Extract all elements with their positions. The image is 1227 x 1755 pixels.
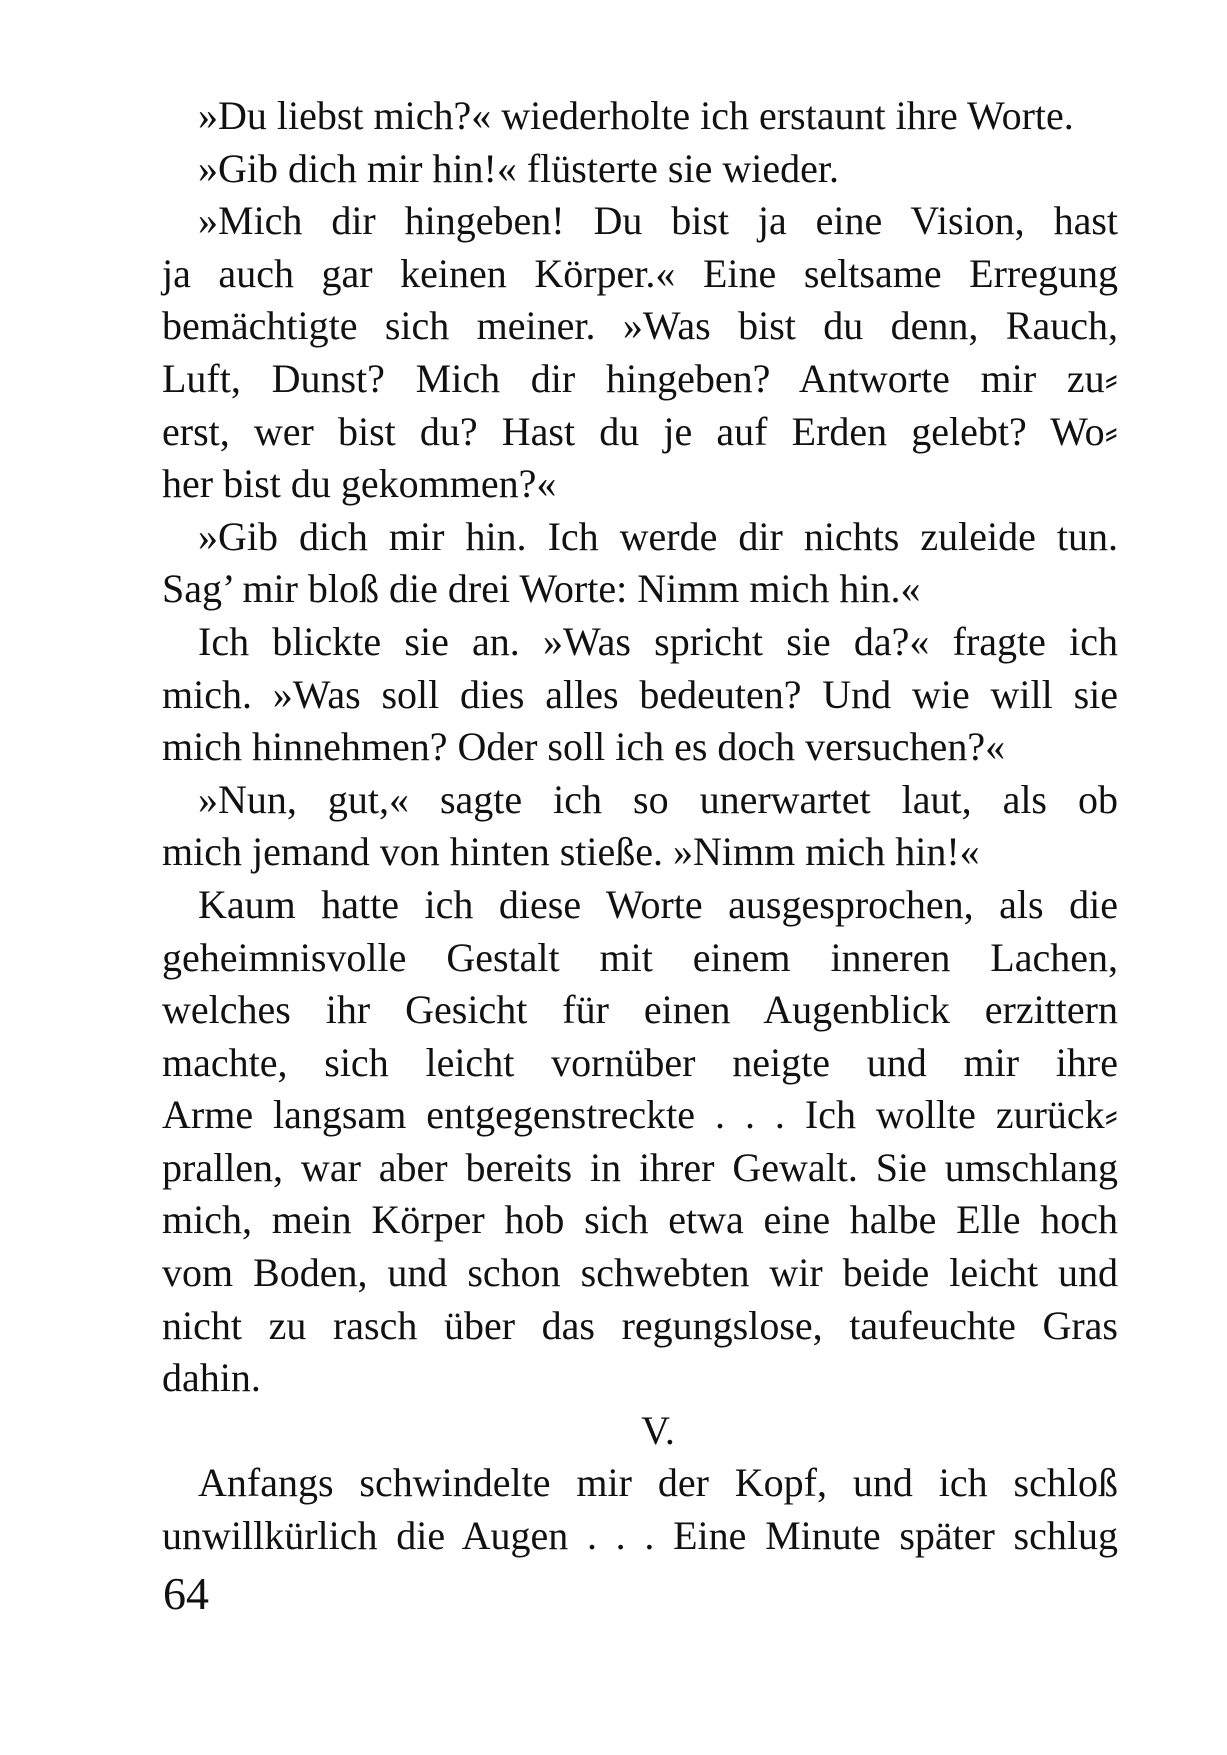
text-line: vom Boden, und schon schwebten wir beide leicht und — [162, 1250, 1118, 1296]
text-line: mich hinnehmen? Oder soll ich es doch versuchen?« — [162, 724, 1006, 770]
page-number: 64 — [163, 1568, 209, 1619]
text-line: mich jemand von hinten stieße. »Nimm mich hin!« — [162, 829, 980, 875]
text-line: unwillkürlich die Augen . . . Eine Minute später schlug — [162, 1513, 1118, 1559]
text-line: Kaum hatte ich diese Worte ausgesprochen, als die — [198, 881, 1118, 927]
text-line: dahin. — [162, 1355, 261, 1401]
text-line: »Mich dir hingeben! Du bist ja eine Vision, hast — [198, 198, 1118, 244]
text-line: prallen, war aber bereits in ihrer Gewalt. Sie umschlang — [162, 1144, 1118, 1190]
text-line: erst, wer bist du? Hast du je auf Erden gelebt? Wo⸗ — [162, 408, 1118, 454]
text-line: mich, mein Körper hob sich etwa eine halbe Elle hoch — [162, 1197, 1118, 1243]
text-line: »Gib dich mir hin!« flüsterte sie wieder. — [198, 145, 839, 191]
text-line: bemächtigte sich meiner. »Was bist du denn, Rauch, — [162, 303, 1118, 349]
text-line: »Nun, gut,« sagte ich so unerwartet laut, als ob — [198, 776, 1118, 822]
text-line: geheimnisvolle Gestalt mit einem inneren Lachen, — [162, 934, 1118, 980]
text-line: ja auch gar keinen Körper.« Eine seltsame Erregung — [162, 250, 1118, 296]
body-text — [162, 90, 1118, 1563]
text-line: mich. »Was soll dies alles bedeuten? Und wie will sie — [162, 671, 1118, 717]
text-line: welches ihr Gesicht für einen Augenblick erzittern — [162, 987, 1118, 1033]
text-line: Sag’ mir bloß die drei Worte: Nimm mich hin.« — [162, 566, 921, 612]
text-line: machte, sich leicht vornüber neigte und mir ihre — [162, 1039, 1118, 1085]
text-line: her bist du gekommen?« — [162, 461, 557, 507]
text-line: Anfangs schwindelte mir der Kopf, und ich schloß — [198, 1460, 1118, 1506]
text-line: nicht zu rasch über das regungslose, taufeuchte Gras — [162, 1302, 1118, 1348]
text-line: Ich blickte sie an. »Was spricht sie da?« fragte ich — [198, 618, 1118, 664]
text-line: »Du liebst mich?« wiederholte ich erstaunt ihre Worte. — [198, 93, 1074, 138]
chapter-heading: V. — [641, 1407, 675, 1453]
text-line: Arme langsam entgegenstreckte . . . Ich wollte zurück⸗ — [162, 1092, 1118, 1138]
text-line: Luft, Dunst? Mich dir hingeben? Antworte mir zu⸗ — [162, 355, 1118, 401]
text-line: »Gib dich mir hin. Ich werde dir nichts zuleide tun. — [198, 513, 1118, 559]
